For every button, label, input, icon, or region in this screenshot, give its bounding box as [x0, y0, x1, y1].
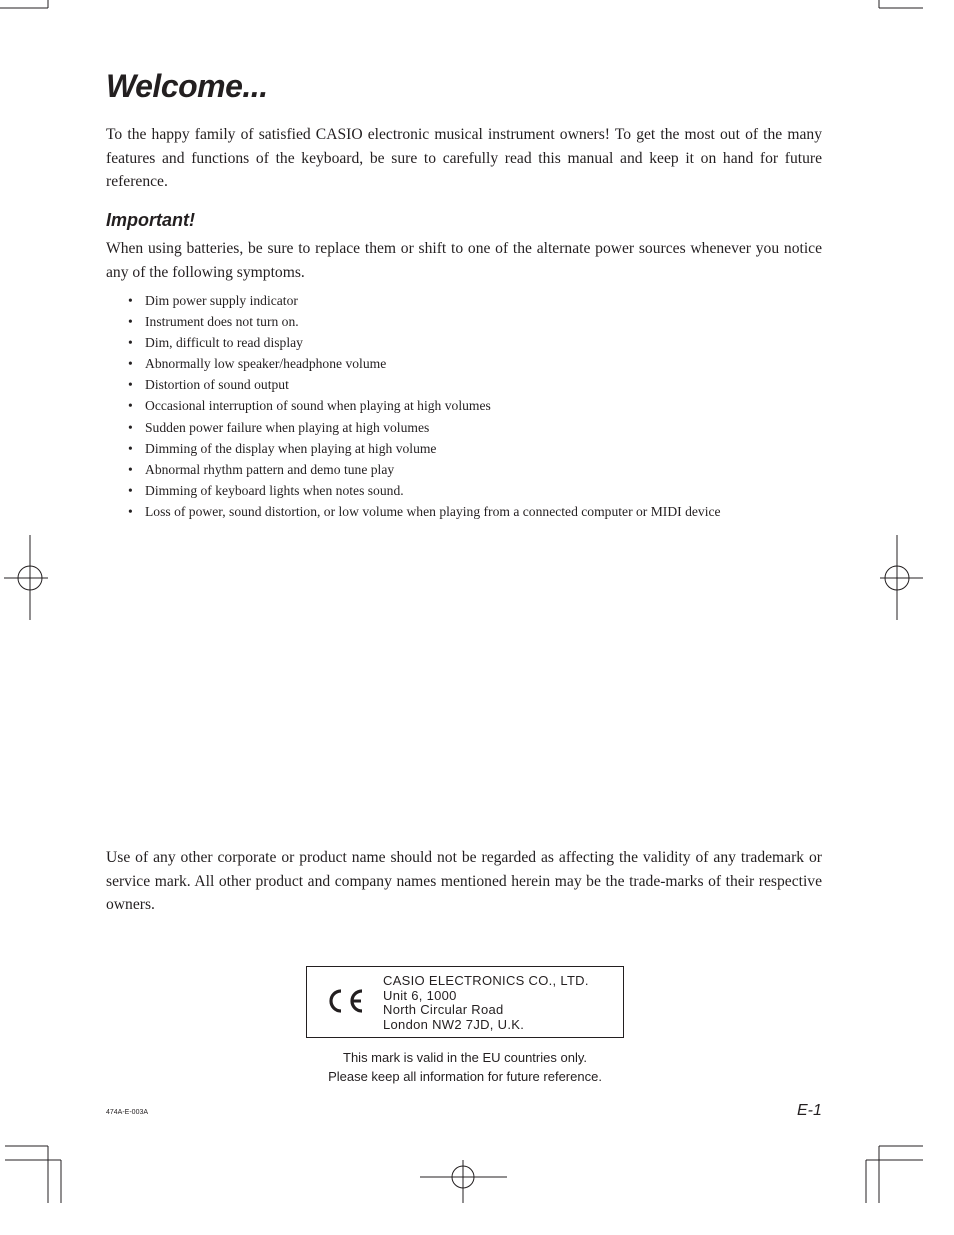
symptom-text: Sudden power failure when playing at high volumes: [145, 419, 430, 435]
list-item: [128, 459, 721, 480]
bullet: •: [128, 293, 133, 308]
symptom-text: Distortion of sound output: [145, 377, 289, 393]
symptom-text: Dim power supply indicator: [145, 293, 298, 308]
list-item: [128, 311, 721, 332]
bullet: •: [128, 461, 133, 477]
ce-declaration-box: [306, 966, 624, 1038]
address-line: Unit 6, 1000: [383, 987, 457, 1003]
symptom-text: Abnormal rhythm pattern and demo tune play: [145, 461, 395, 477]
trademark-paragraph: Use of any other corporate or product name should not be regarded as affecting the validity of any trademark or service mark. All other product and company names mentioned herein may be the trade-marks of their respective owners.: [106, 849, 822, 913]
list-item: [128, 417, 721, 438]
list-item: [128, 332, 721, 353]
symptom-text: Abnormally low speaker/headphone volume: [145, 356, 387, 372]
symptom-text: Instrument does not turn on.: [145, 314, 299, 330]
address-line: London NW2 7JD, U.K.: [383, 1017, 525, 1033]
symptom-list: [128, 290, 721, 522]
symptom-text: Loss of power, sound distortion, or low volume when playing from a connected computer or MIDI device: [145, 503, 721, 519]
address-line: CASIO ELECTRONICS CO., LTD.: [383, 973, 589, 988]
list-item: [128, 438, 721, 459]
bullet: •: [128, 335, 133, 351]
bullet: •: [128, 398, 133, 414]
list-item: [128, 501, 721, 522]
list-item: [128, 480, 721, 501]
bullet: •: [128, 503, 133, 519]
important-paragraph: When using batteries, be sure to replace them or shift to one of the alternate power sources whenever you notice any of the following symptoms.: [106, 240, 822, 281]
intro-paragraph: To the happy family of satisfied CASIO electronic musical instrument owners! To get the most out of the many features and functions of the keyboard, be sure to carefully read this manual and keep it on hand for future reference.: [106, 126, 822, 190]
address-line: North Circular Road: [383, 1002, 504, 1018]
symptom-text: Occasional interruption of sound when playing at high volumes: [145, 398, 491, 414]
list-item: [128, 290, 721, 311]
ce-note-line: Please keep all information for future reference.: [328, 1068, 602, 1084]
bullet: •: [128, 377, 133, 393]
symptom-text: Dimming of the display when playing at high volume: [145, 440, 437, 456]
ce-note-line: This mark is valid in the EU countries only.: [343, 1050, 587, 1065]
symptom-text: Dim, difficult to read display: [145, 335, 303, 351]
list-item: [128, 353, 721, 374]
symptom-text: Dimming of keyboard lights when notes sound.: [145, 482, 404, 498]
ce-note: [306, 1049, 624, 1086]
bullet: •: [128, 482, 133, 498]
manufacturer-address: [383, 974, 589, 1033]
bullet: •: [128, 356, 133, 372]
bullet: •: [128, 419, 133, 435]
list-item: [128, 395, 721, 416]
document-code: 474A-E-003A: [106, 1109, 149, 1116]
important-heading: Important!: [106, 210, 195, 230]
bullet: •: [128, 314, 133, 330]
bullet: •: [128, 440, 133, 456]
page-title: Welcome...: [106, 68, 268, 104]
ce-mark-icon: [325, 987, 365, 1015]
page-number: E-1: [797, 1102, 822, 1119]
list-item: [128, 374, 721, 395]
